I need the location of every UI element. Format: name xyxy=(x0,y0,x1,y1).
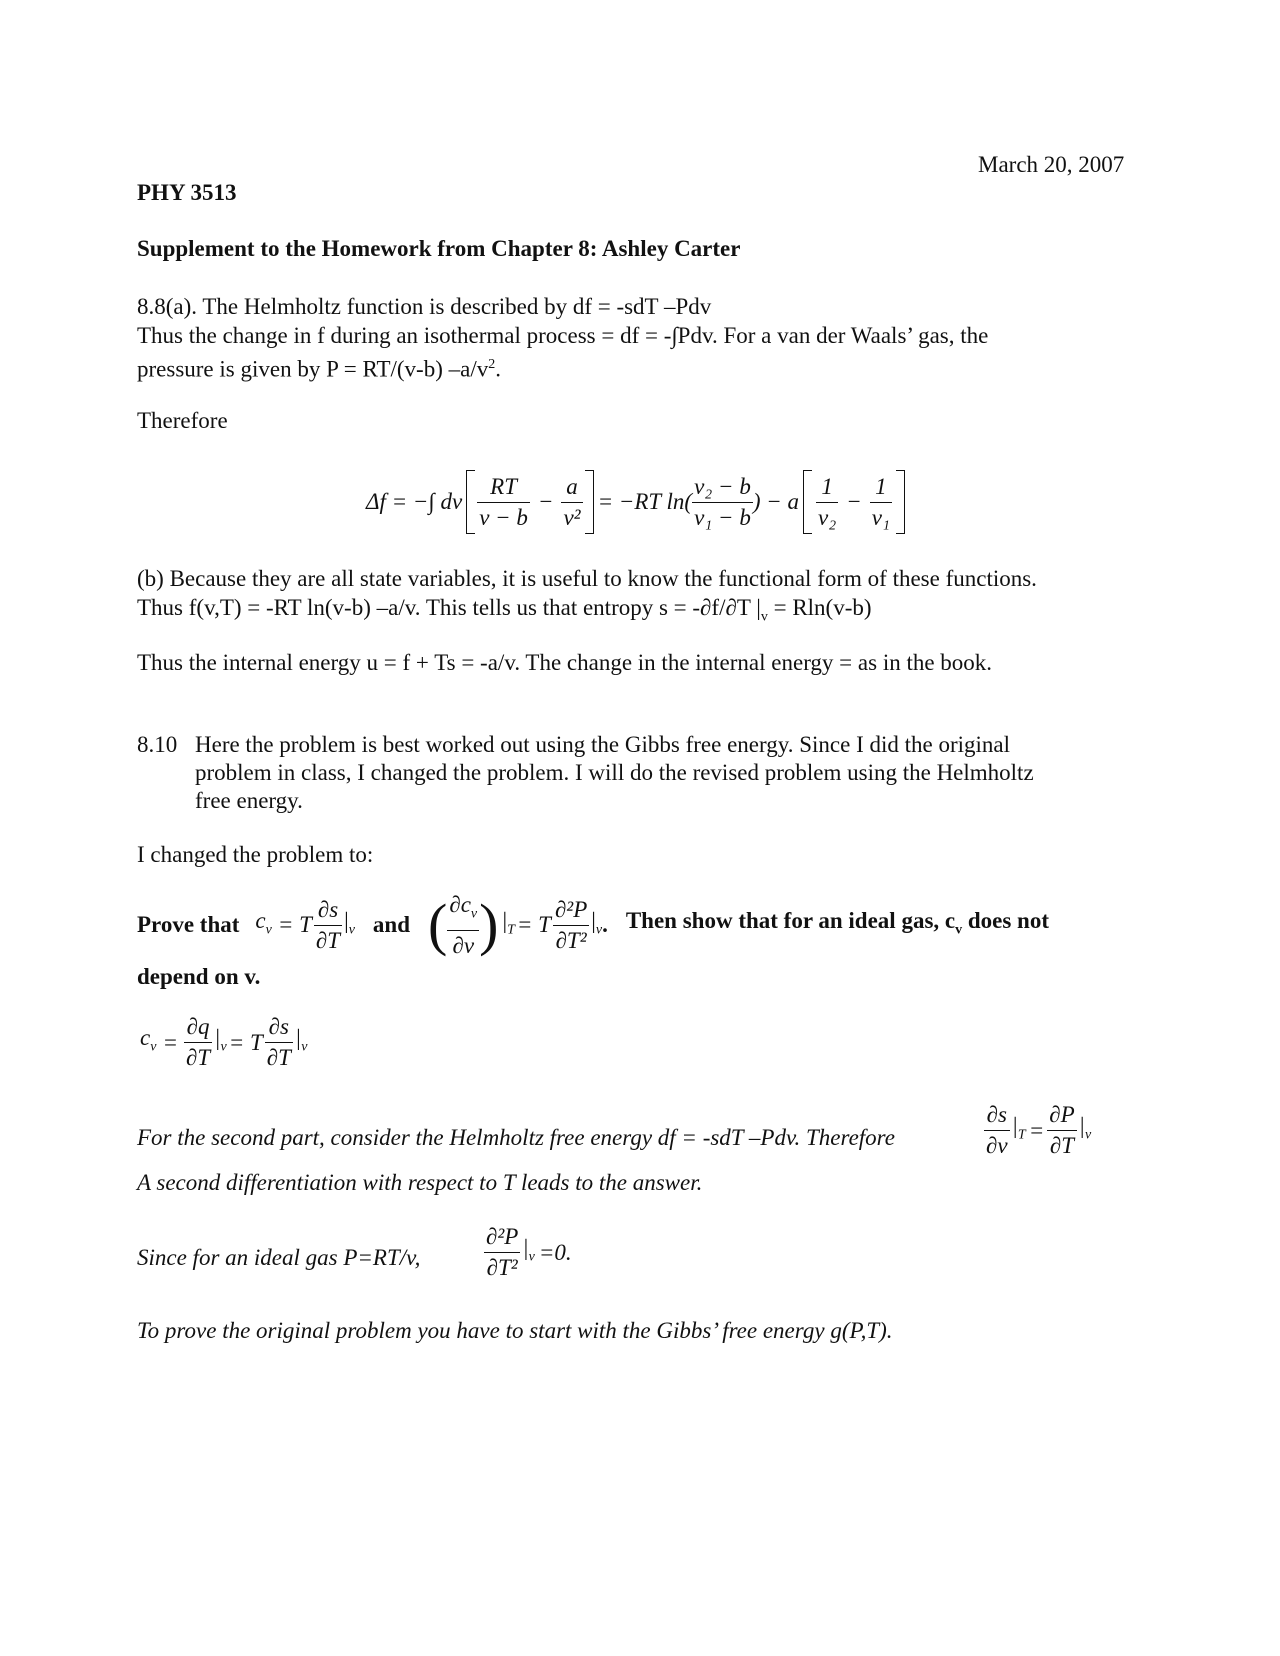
prove-bar-t: $|_T$ xyxy=(502,907,515,938)
eq1-lhs: Δf = −∫ dv xyxy=(366,489,463,514)
prove-frac-ds-dt: $\frac{\partial s}{\partial T}$ xyxy=(314,895,342,956)
date: March 20, 2007 xyxy=(978,152,1125,177)
cv-bar-v2: $|_v$ xyxy=(294,1024,308,1055)
prove-eq-t2: = T xyxy=(516,912,551,938)
paren-right: ) xyxy=(479,892,499,958)
eq1-minus: − xyxy=(537,489,554,514)
p88-line3-post: . xyxy=(495,356,501,382)
cv-symbol: $c_v$ xyxy=(140,1024,157,1055)
maxwell-relation xyxy=(984,1100,1091,1161)
eq1-bracket2-right xyxy=(896,470,905,534)
prove-statement xyxy=(137,890,1049,961)
prove-dot: . xyxy=(602,912,608,938)
p88b-line3: Thus the internal energy u = f + Ts = -a/v. The change in the internal energy = as in the book. xyxy=(137,650,993,675)
maxwell-bar-t: $|_T$ xyxy=(1011,1112,1026,1143)
cv-frac-ds-dt: $\frac{\partial s}{\partial T}$ xyxy=(265,1012,293,1073)
therefore-label: Therefore xyxy=(137,408,228,433)
maxwell-eq: = xyxy=(1028,1117,1045,1143)
prove-cv: $c_v$ xyxy=(255,907,272,938)
document-title: Supplement to the Homework from Chapter 8: Ashley Carter xyxy=(137,236,741,261)
p88b-line2-post: = Rln(v-b) xyxy=(767,595,872,620)
eq1-bracket-right xyxy=(585,470,594,534)
ideal-gas-text: Since for an ideal gas P=RT/v, xyxy=(137,1245,421,1270)
then-label: Then show that for an ideal gas, $c_v$ does not xyxy=(625,907,1050,938)
p88-line1: 8.8(a). The Helmholtz function is described by df = -sdT –Pdv xyxy=(137,294,712,319)
ideal-result: =0. xyxy=(538,1239,572,1265)
prove-frac-d2p-dt2: $\frac{\text{∂²P}}{\text{∂T²}}$ xyxy=(553,895,589,956)
second-diff-text: A second differentiation with respect to T leads to the answer. xyxy=(137,1170,703,1195)
p88b-line1: (b) Because they are all state variables, it is useful to know the functional form of these functions. xyxy=(137,566,1037,591)
eq1-minus2: − xyxy=(846,489,862,514)
prove-frac-dcv-dv: $\frac{\partial c_v}{\partial v}$ xyxy=(447,890,479,961)
cv-frac-dq-dt: $\frac{\partial q}{\partial T}$ xyxy=(184,1012,212,1073)
p810-line1: Here the problem is best worked out using the Gibbs free energy. Since I did the original xyxy=(195,732,1011,757)
eq1-bracket2-left xyxy=(803,470,812,534)
course-code: PHY 3513 xyxy=(137,180,237,205)
eq1-fraction-1-v2: $\frac{1}{\text{v₂}}$ xyxy=(816,472,838,533)
and-label: and xyxy=(372,912,411,938)
p810-number: 8.10 xyxy=(137,732,178,757)
p88b-line2-sub: v xyxy=(760,609,768,625)
cv-eq-t: = T xyxy=(228,1029,263,1055)
maxwell-bar-v: $|_v$ xyxy=(1078,1112,1092,1143)
equation-delta-f xyxy=(366,470,905,534)
maxwell-frac-ds-dv: $\frac{\partial s}{\partial v}$ xyxy=(984,1100,1010,1161)
p810-line2: problem in class, I changed the problem. I will do the revised problem using the Helmholtz xyxy=(195,760,1034,785)
ideal-gas-equation xyxy=(484,1222,572,1283)
p88b-line2 xyxy=(137,593,872,633)
prove-label: Prove that xyxy=(137,912,240,938)
ideal-frac-d2p-dt2: $\frac{\text{∂²P}}{\text{∂T²}}$ xyxy=(484,1222,520,1283)
eq1-fraction-v: $\frac{\text{v₂ − b}}{\text{v₁ − b}}$ xyxy=(692,472,753,533)
eq1-after: ) − a xyxy=(752,489,800,514)
eq1-mid: = −RT ln( xyxy=(597,489,693,514)
eq1-fraction-a: $\frac{a}{\text{v²}}$ xyxy=(561,472,582,533)
eq1-bracket-left xyxy=(466,470,475,534)
p88b-line2-text: Thus f(v,T) = -RT ln(v-b) –a/v. This tells us that entropy s = -∂f/∂T | xyxy=(137,595,761,620)
p810-line3: free energy. xyxy=(195,788,303,813)
ideal-bar-v: $|_v$ xyxy=(522,1234,535,1265)
original-problem-text: To prove the original problem you have to start with the Gibbs’ free energy g(P,T). xyxy=(137,1318,893,1343)
cv-equation xyxy=(140,1012,307,1073)
eq1-fraction-1-v1: $\frac{1}{\text{v₁}}$ xyxy=(870,472,892,533)
paren-left: ( xyxy=(428,892,448,958)
cv-bar-v: $|_v$ xyxy=(214,1024,227,1055)
p88-line3-sup: 2 xyxy=(488,357,496,372)
eq1-fraction-rt: $\frac{RT}{v - b}$ xyxy=(477,472,530,533)
p88-line3-text: pressure is given by P = RT/(v-b) –a/v xyxy=(137,356,489,382)
prove-eq-t: = T xyxy=(277,912,312,938)
maxwell-frac-dp-dt: $\frac{\partial P}{\partial T}$ xyxy=(1047,1100,1076,1161)
prove-bar-v2: $|_v$ xyxy=(591,907,603,938)
cv-eq-sign: = xyxy=(162,1029,178,1055)
depend-label: depend on v. xyxy=(137,964,261,989)
prove-bar-v: $|_v$ xyxy=(344,907,355,938)
p88-line3 xyxy=(137,350,501,385)
changed-label: I changed the problem to: xyxy=(137,842,374,867)
second-part-text: For the second part, consider the Helmholtz free energy df = -sdT –Pdv. Therefore xyxy=(137,1125,895,1150)
p88-line2: Thus the change in f during an isothermal process = df = -∫Pdv. For a van der Waals’ gas, the xyxy=(137,323,989,348)
